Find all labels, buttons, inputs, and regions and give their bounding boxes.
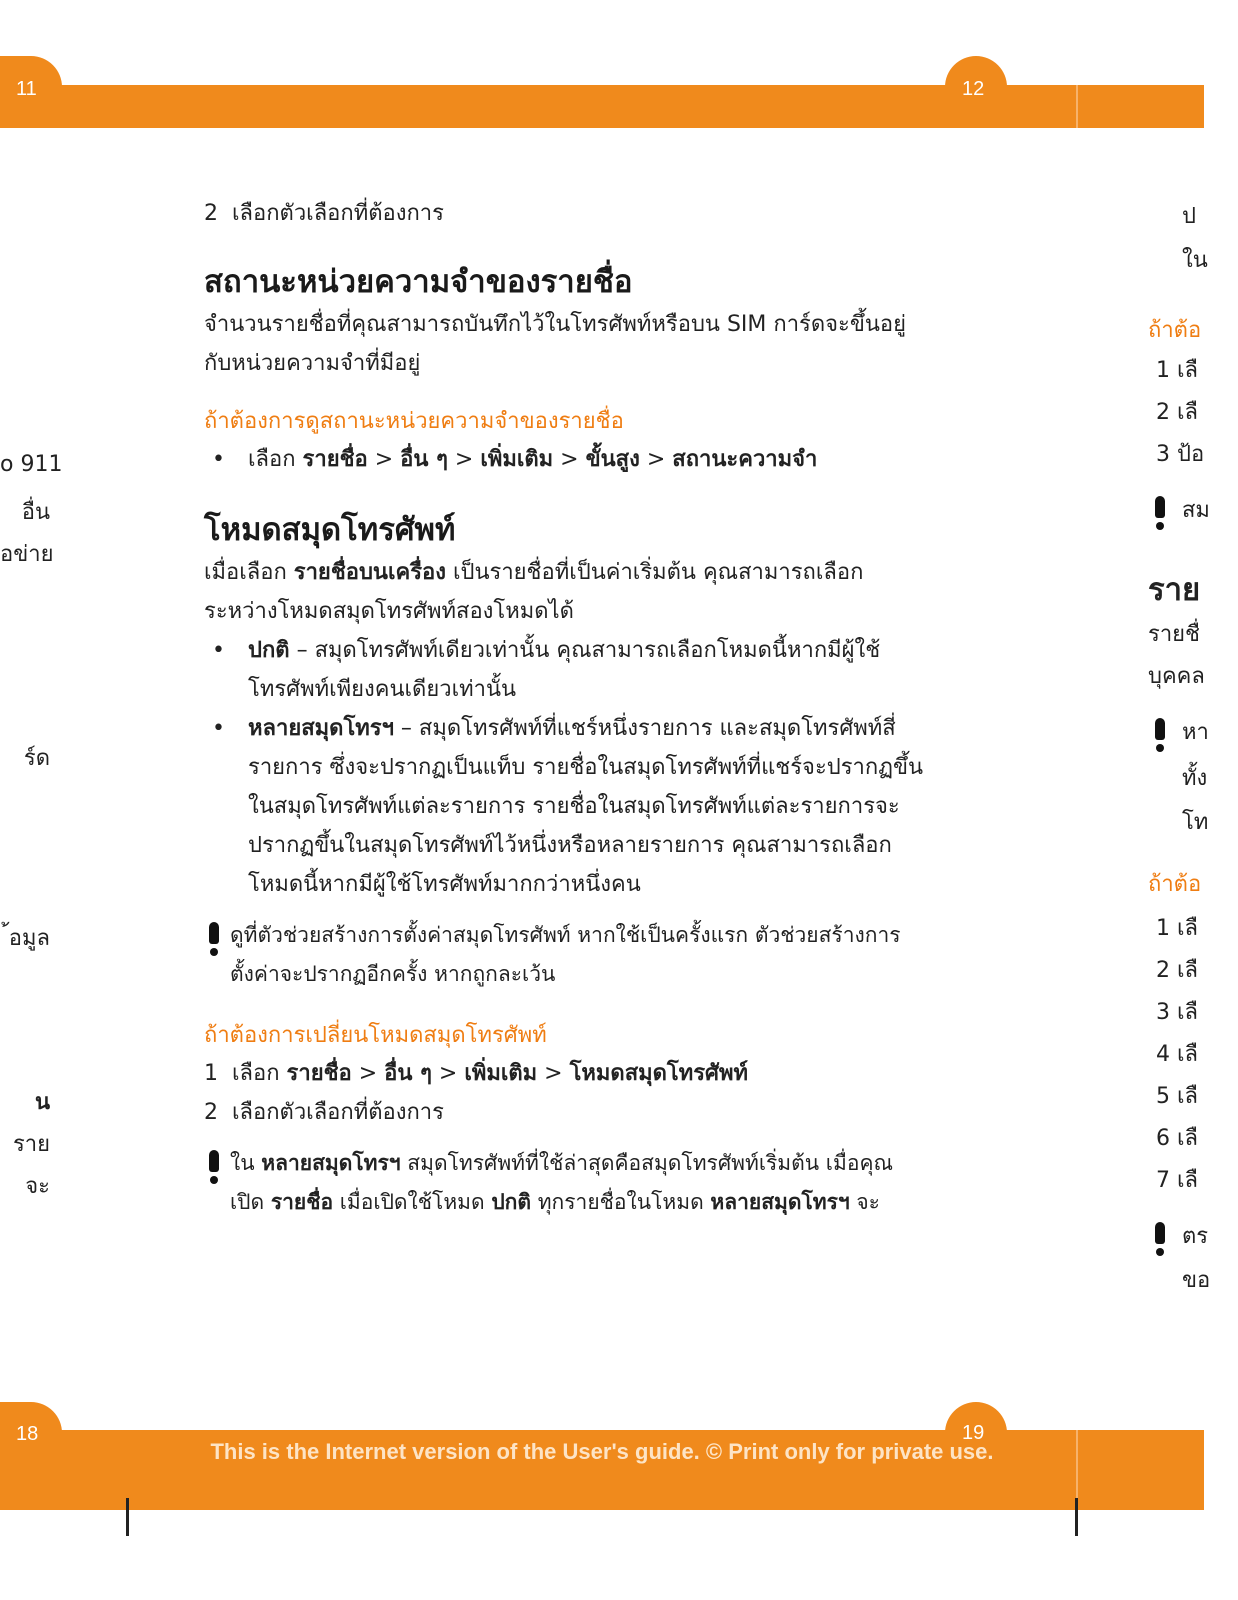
exclamation-icon (198, 916, 230, 994)
bullet-dot: • (212, 638, 225, 663)
text: เป็นรายชื่อที่เป็นค่าเริ่มต้น คุณสามารถเลือก (445, 560, 864, 585)
left-edge-fragment: o 911 (0, 452, 63, 477)
exclamation-icon (1144, 496, 1176, 518)
right-edge-fragment: ถ้าต้อ (1148, 318, 1202, 343)
top-orange-band (0, 85, 1204, 128)
bullet-text (248, 631, 1004, 709)
note-multi-phonebook (198, 1144, 1004, 1222)
subheading-view-memory-status: ถ้าต้องการดูสถานะหน่วยความจำของรายชื่อ (204, 409, 624, 434)
right-edge-fragment: โท (1182, 810, 1209, 835)
bullet-text (248, 709, 1004, 904)
menu-path-more: เพิ่มเติม (464, 1061, 538, 1086)
menu-path-contacts: รายชื่อ (286, 1061, 352, 1086)
text: ในสมุดโทรศัพท์แต่ละรายการ รายชื่อในสมุดโทรศัพท์แต่ละรายการจะ (248, 794, 900, 819)
menu-path-memory-status: สถานะความจำ (672, 447, 818, 472)
left-edge-fragment: จะ (25, 1174, 50, 1199)
right-edge-fragment: รายชื่ (1148, 622, 1200, 647)
bold-term-multi-phonebook: หลายสมุดโทรฯ (710, 1190, 850, 1214)
left-edge-fragment: อข่าย (0, 542, 54, 567)
text: ปรากฏขึ้นในสมุดโทรศัพท์ไว้หนึ่งหรือหลายรายการ คุณสามารถเลือก (248, 833, 892, 858)
text: รายการ ซึ่งจะปรากฏเป็นแท็บ รายชื่อในสมุดโทรศัพท์ที่แชร์จะปรากฏขึ้น (248, 755, 924, 780)
path-separator: > (639, 447, 673, 472)
right-edge-fragment: ตร (1182, 1224, 1209, 1249)
exclamation-icon (1144, 718, 1176, 740)
text-select: เลือก (232, 1061, 287, 1086)
bold-term-phone-contacts: รายชื่อบนเครื่อง (293, 560, 446, 585)
menu-path-phonebook-mode: โหมดสมุดโทรศัพท์ (569, 1061, 749, 1086)
left-edge-fragment: น (34, 1090, 50, 1115)
right-edge-fragment: 1 เลื (1156, 358, 1198, 383)
bold-term-contacts: รายชื่อ (270, 1190, 334, 1214)
menu-path-more: เพิ่มเติม (480, 447, 554, 472)
left-edge-fragment: ราย (12, 1132, 50, 1157)
section-title-phonebook-mode: โหมดสมุดโทรศัพท์ (204, 512, 456, 548)
bullet-dot: • (212, 716, 225, 741)
text: – สมุดโทรศัพท์ที่แชร์หนึ่งรายการ และสมุดโทรศัพท์สี่ (393, 716, 896, 741)
right-edge-fragment: สม (1182, 498, 1210, 523)
crop-mark-right (1075, 1498, 1078, 1536)
page-number-top-left: 11 (16, 78, 37, 100)
step-text: เลือกตัวเลือกที่ต้องการ (232, 201, 444, 226)
bullet-multi-phonebook-mode (204, 709, 1004, 904)
crop-mark-left (126, 1498, 129, 1536)
right-edge-fragment: บุคคล (1148, 664, 1205, 689)
text: ดูที่ตัวช่วยสร้างการตั้งค่าสมุดโทรศัพท์ หากใช้เป็นครั้งแรก ตัวช่วยสร้างการ (230, 923, 901, 947)
step-text: เลือกตัวเลือกที่ต้องการ (232, 1100, 444, 1125)
bold-term-multi-phonebook: หลายสมุดโทรฯ (261, 1151, 401, 1175)
text: โทรศัพท์เพียงคนเดียวเท่านั้น (248, 677, 517, 702)
left-edge-fragment: ้อมูล (8, 926, 50, 951)
right-edge-fragment: 5 เลื (1156, 1084, 1198, 1109)
fold-line-top (1076, 85, 1078, 128)
text: ใน (230, 1151, 262, 1175)
right-edge-fragment: 7 เลื (1156, 1168, 1198, 1193)
page-number-bottom-left: 18 (16, 1423, 39, 1445)
change-mode-step-2 (204, 1093, 1004, 1132)
right-edge-fragment: 2 เลื (1156, 400, 1198, 425)
menu-path-others: อื่น ๆ (384, 1061, 432, 1086)
right-edge-fragment: ทั้ง (1182, 766, 1208, 791)
memory-status-para-line1: จำนวนรายชื่อที่คุณสามารถบันทึกไว้ในโทรศัพท์หรือบน SIM การ์ดจะขึ้นอยู่ (204, 312, 907, 337)
menu-path-advanced: ขั้นสูง (585, 447, 640, 472)
right-edge-fragment: 1 เลื (1156, 916, 1198, 941)
main-content (204, 194, 1004, 1222)
right-edge-fragment: 3 ป้อ (1156, 442, 1205, 467)
bullet-normal-mode (204, 631, 1004, 709)
bullet-dot: • (212, 447, 225, 472)
right-edge-fragment: 3 เลื (1156, 1000, 1198, 1025)
menu-path-contacts: รายชื่อ (302, 447, 368, 472)
left-edge-fragment: อื่น (21, 500, 50, 525)
text: – สมุดโทรศัพท์เดียวเท่านั้น คุณสามารถเลือกโหมดนี้หากมีผู้ใช้ (289, 638, 881, 663)
step-number: 1 (204, 1061, 218, 1086)
change-mode-step-1 (204, 1054, 1004, 1093)
phonebook-para-line2: ระหว่างโหมดสมุดโทรศัพท์สองโหมดได้ (204, 599, 574, 624)
footer-notice: This is the Internet version of the User's guide. © Print only for private use. (210, 1439, 994, 1464)
text-select: เลือก (248, 447, 303, 472)
intro-step (204, 194, 1004, 233)
right-edge-fragment: ถ้าต้อ (1148, 872, 1202, 897)
right-edge-fragment: 4 เลื (1156, 1042, 1198, 1067)
bold-term-multi-phonebook: หลายสมุดโทรฯ (248, 716, 394, 741)
text: สมุดโทรศัพท์ที่ใช้ล่าสุดคือสมุดโทรศัพท์เริ่มต้น เมื่อคุณ (400, 1151, 893, 1175)
instruction-text (248, 440, 1004, 479)
subheading-change-phonebook-mode: ถ้าต้องการเปลี่ยนโหมดสมุดโทรศัพท์ (204, 1023, 547, 1048)
right-edge-fragment: ใน (1182, 248, 1208, 273)
text: ทุกรายชื่อในโหมด (531, 1190, 711, 1214)
text: เมื่อเปิดใช้โหมด (333, 1190, 492, 1214)
path-separator: > (537, 1061, 570, 1086)
page-number-bottom-right: 19 (962, 1422, 985, 1444)
section-title-memory-status: สถานะหน่วยความจำของรายชื่อ (204, 264, 633, 300)
path-separator: > (351, 1061, 385, 1086)
right-edge-fragment: ป (1182, 204, 1196, 229)
bold-term-normal: ปกติ (491, 1190, 532, 1214)
path-separator: > (367, 447, 401, 472)
memory-status-para-line2: กับหน่วยความจำที่มีอยู่ (204, 351, 421, 376)
memory-status-instruction (204, 440, 1004, 479)
right-edge-fragment: หา (1182, 720, 1209, 745)
text: เมื่อเลือก (204, 560, 294, 585)
exclamation-icon (1144, 1222, 1176, 1244)
step-text (232, 1054, 748, 1093)
note-text (230, 916, 1004, 994)
text: ตั้งค่าจะปรากฏอีกครั้ง หากถูกละเว้น (230, 962, 556, 986)
menu-path-others: อื่น ๆ (400, 447, 448, 472)
phonebook-para-line1 (204, 553, 1004, 592)
step-number: 2 (204, 201, 218, 226)
path-separator: > (431, 1061, 465, 1086)
note-setup-wizard (198, 916, 1004, 994)
exclamation-icon (198, 1144, 230, 1222)
left-edge-fragment: ร์ด (23, 746, 50, 771)
right-edge-fragment: ขอ (1182, 1268, 1211, 1293)
text: โหมดนี้หากมีผู้ใช้โทรศัพท์มากกว่าหนึ่งคน (248, 872, 641, 897)
note-text (230, 1144, 1004, 1222)
page-number-top-right: 12 (962, 78, 985, 100)
text: จะ (849, 1190, 880, 1214)
path-separator: > (447, 447, 481, 472)
right-edge-fragment: 6 เลื (1156, 1126, 1198, 1151)
text: เปิด (230, 1190, 271, 1214)
right-edge-fragment: 2 เลื (1156, 958, 1198, 983)
right-edge-fragment: ราย (1148, 572, 1201, 608)
bold-term-normal: ปกติ (248, 638, 290, 663)
path-separator: > (553, 447, 586, 472)
step-number: 2 (204, 1100, 218, 1125)
